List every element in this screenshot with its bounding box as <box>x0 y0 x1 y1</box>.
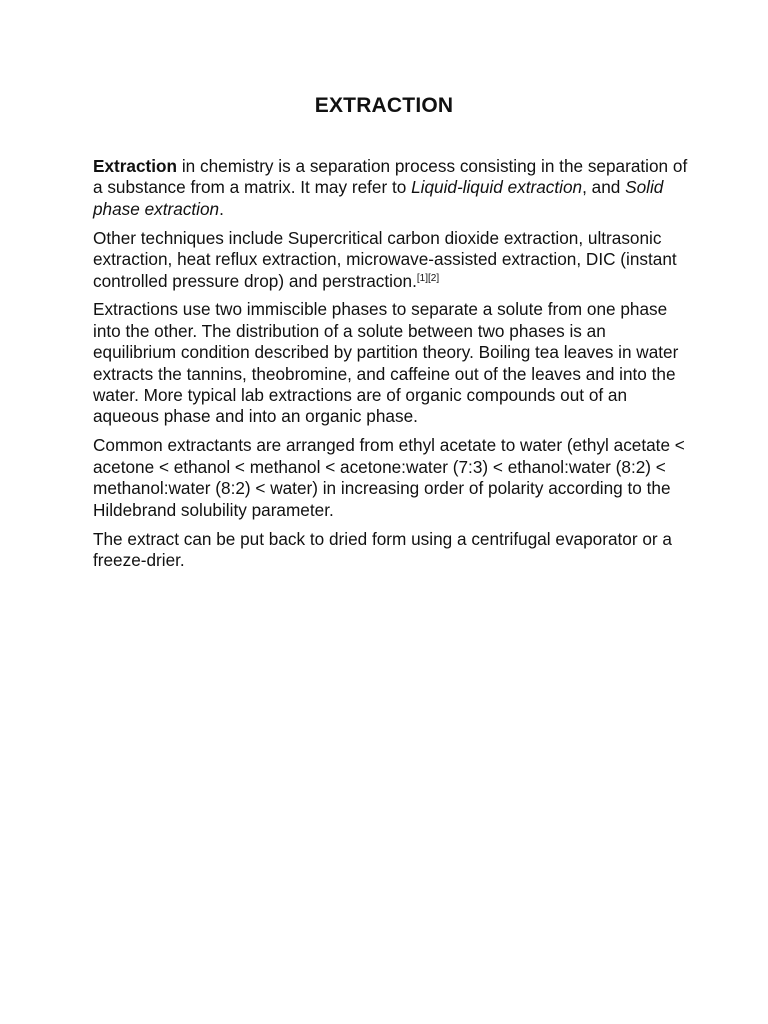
term-extraction: Extraction <box>93 156 178 176</box>
citation-refs[interactable]: [1][2] <box>416 272 440 284</box>
paragraph-techniques <box>93 228 693 292</box>
paragraph-drying: The extract can be put back to dried form using a centrifugal evaporator or a freeze-drier. <box>93 528 672 570</box>
intro-text-c: . <box>219 198 224 219</box>
page-title: EXTRACTION <box>314 94 454 117</box>
intro-text-b: , and <box>582 177 626 198</box>
paragraph-extractants: Common extractants are arranged from ethyl acetate to water (ethyl acetate < acetone < ethanol < methanol < acetone:water (7:3) < ethanol:water (8:2) < methanol:water (8:2) < water) in increasing order of polarity according to the Hildebrand solubility parameter. <box>93 435 685 520</box>
link-liquid-liquid-extraction[interactable]: Liquid-liquid extraction <box>411 177 583 198</box>
intro-text-a: in chemistry is a separation process consisting in the separation of a substance from a matrix. It may refer to <box>93 156 688 198</box>
paragraph-intro <box>93 156 693 220</box>
techniques-text: Other techniques include Supercritical carbon dioxide extraction, ultrasonic extraction, heat reflux extraction, microwave-assisted extraction, DIC (instant controlled pressure drop) and perstraction. <box>93 227 677 291</box>
paragraph-phases: Extractions use two immiscible phases to separate a solute from one phase into the other. The distribution of a solute between two phases is an equilibrium condition described by partition theory. Boiling tea leaves in water extracts the tannins, theobromine, and caffeine out of the leaves and into the water. More typical lab extractions are of organic compounds out of an aqueous phase and into an organic phase. <box>93 299 679 427</box>
link-solid-phase-extraction[interactable]: Solid phase extraction <box>93 177 664 219</box>
document-body <box>93 156 693 579</box>
